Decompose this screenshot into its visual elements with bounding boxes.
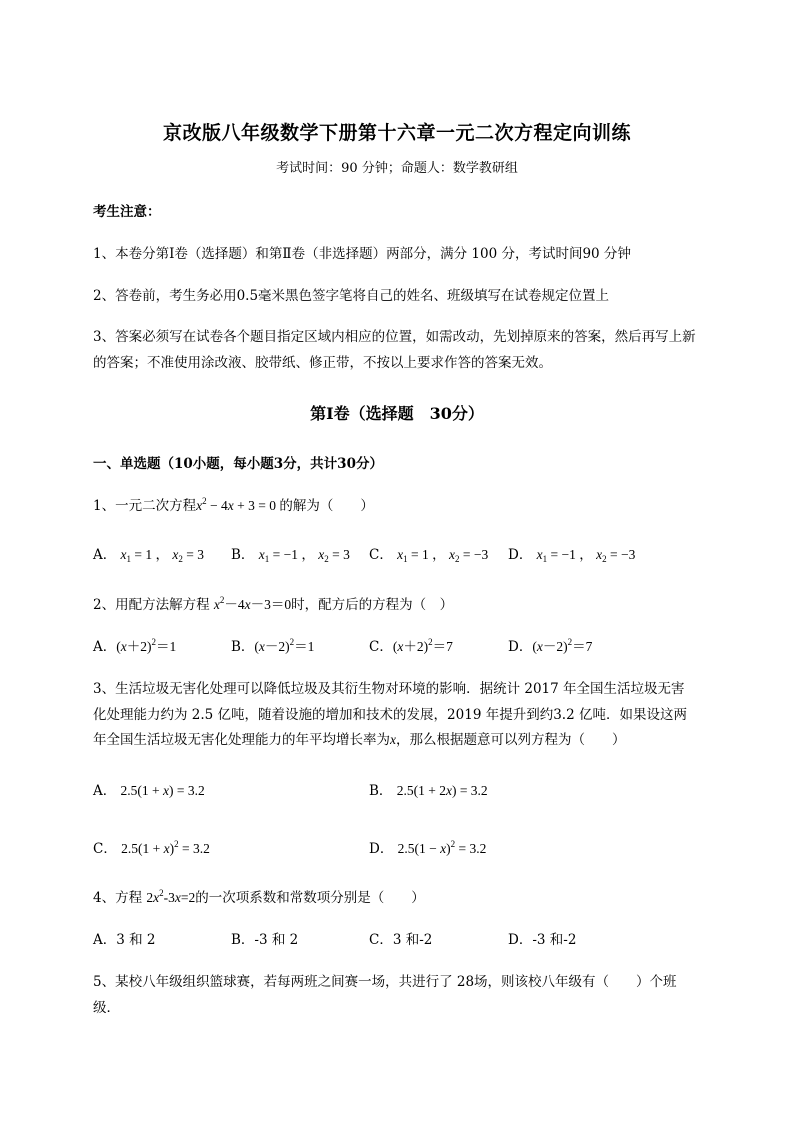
q1-option-b-math: $x_1 = -1$ ， $x_2 = 3$ — [258, 547, 350, 564]
option-label: C． — [369, 639, 393, 655]
q2-option-b[interactable] — [231, 635, 314, 655]
q4-option-a[interactable] — [93, 928, 156, 948]
section-title: 第Ⅰ卷（选择题 30分） — [310, 404, 484, 423]
q2-stem-prefix: 2、用配方法解方程 — [93, 597, 210, 613]
q3-line-3-text: 年全国生活垃圾无害化处理能力的年平均增长率为 — [93, 732, 390, 748]
q5-line-1: 5、某校八年级组织篮球赛，若每两班之间赛一场，共进行了 28场，则该校八年级有（ ）个班 — [93, 974, 677, 990]
question-2 — [93, 593, 453, 613]
q1-stem-suffix: 的解为（ ） — [279, 498, 374, 514]
q3-line-3-suffix: ，那么根据题意可以列方程为（ ） — [396, 732, 626, 748]
q1-equation: $x^2 - 4x + 3 = 0$ — [196, 496, 280, 513]
q4-option-b-text: -3 和 2 — [254, 932, 299, 948]
q3-line-3 — [93, 728, 626, 748]
q1-option-a[interactable] — [93, 543, 204, 564]
notice-item-3-cont: 的答案；不准使用涂改液、胶带纸、修正带，不按以上要求作答的答案无效。 — [93, 355, 552, 371]
q2-option-a-math: $(x+2)^2=1$ — [116, 637, 177, 654]
q4-option-c[interactable] — [369, 928, 432, 948]
q3-line-2: 化处理能力约为 2.5 亿吨，随着设施的增加和技术的发展，2019 年提升到约3.2 亿吨．如果设这两 — [93, 707, 687, 723]
q3-option-d[interactable] — [369, 837, 486, 857]
q2-option-d[interactable] — [508, 635, 592, 655]
q1-option-a-math: $x_1 = 1$ ， $x_2 = 3$ — [120, 547, 205, 564]
option-label: C． — [369, 547, 393, 563]
question-1 — [93, 494, 374, 514]
option-label: A． — [93, 932, 117, 948]
option-label: D． — [508, 547, 533, 563]
q4-option-c-text: 3 和-2 — [392, 932, 433, 948]
option-label: B． — [231, 932, 255, 948]
option-label: D． — [508, 932, 533, 948]
q2-option-b-math: $(x-2)^2=1$ — [254, 637, 315, 654]
q1-option-b[interactable] — [231, 543, 350, 564]
exam-info: 考试时间：90 分钟；命题人：数学教研组 — [276, 161, 518, 176]
q3-option-a-math: 2.5(1 + x) = 3.2 — [120, 783, 205, 798]
q2-option-d-math: $(x-2)^2=7$ — [532, 637, 593, 654]
q3-option-b[interactable] — [369, 779, 488, 799]
option-label: A． — [93, 639, 117, 655]
notice-item-2: 2、答卷前，考生务必用0.5毫米黑色签字笔将自己的姓名、班级填写在试卷规定位置上 — [93, 288, 610, 304]
option-label: C． — [369, 932, 393, 948]
q3-option-a[interactable] — [93, 779, 205, 799]
option-label: A． — [93, 783, 117, 799]
notice-heading: 考生注意： — [93, 204, 161, 220]
q2-option-a[interactable] — [93, 635, 176, 655]
option-label: D． — [508, 639, 533, 655]
option-label: C． — [93, 841, 117, 857]
q3-option-d-math: $2.5(1 - x)^2 = 3.2$ — [397, 839, 487, 856]
option-label: A． — [93, 547, 117, 563]
q1-option-d[interactable] — [508, 543, 635, 564]
q4-equation: $2x^2-3x=2$ — [146, 888, 196, 905]
q3-option-b-math: 2.5(1 + 2x) = 3.2 — [396, 783, 488, 798]
question-4 — [93, 886, 425, 906]
q4-stem-suffix: 的一次项系数和常数项分别是（ ） — [195, 890, 425, 906]
notice-item-3: 3、答案必须写在试卷各个题目指定区域内相应的位置，如需改动，先划掉原来的答案，然后再写上新 — [93, 329, 696, 345]
q2-option-c[interactable] — [369, 635, 453, 655]
q3-option-c-math: $2.5(1 + x)^2 = 3.2$ — [121, 839, 210, 856]
q3-variable: x — [390, 732, 396, 747]
q1-stem-prefix: 1、一元二次方程 — [93, 498, 197, 514]
option-label: D． — [369, 841, 394, 857]
q4-stem-prefix: 4、方程 — [93, 890, 143, 906]
q2-equation: $x^2-4x-3=0$ — [213, 595, 292, 612]
option-label: B． — [369, 783, 393, 799]
option-label: B． — [231, 547, 255, 563]
part-heading: 一、单选题（10小题，每小题3分，共计30分） — [93, 456, 383, 472]
q1-option-c-math: $x_1 = 1$ ， $x_2 = -3$ — [397, 547, 489, 564]
q1-option-d-math: $x_1 = -1$ ， $x_2 = -3$ — [536, 547, 636, 564]
page-title: 京改版八年级数学下册第十六章一元二次方程定向训练 — [162, 122, 631, 144]
q4-option-d-text: -3 和-2 — [532, 932, 577, 948]
q4-option-d[interactable] — [508, 928, 576, 948]
option-label: B． — [231, 639, 255, 655]
q5-line-2: 级． — [93, 1000, 120, 1016]
q2-stem-suffix: 时，配方后的方程为（ ） — [291, 597, 454, 613]
q4-option-b[interactable] — [231, 928, 298, 948]
q3-line-1: 3、生活垃圾无害化处理可以降低垃圾及其衍生物对环境的影响．据统计 2017 年全国生活垃圾无害 — [93, 681, 685, 697]
q1-option-c[interactable] — [369, 543, 488, 564]
q3-option-c[interactable] — [93, 837, 210, 857]
q2-option-c-math: $(x+2)^2=7$ — [392, 637, 453, 654]
q4-option-a-text: 3 和 2 — [116, 932, 156, 948]
notice-item-1: 1、本卷分第Ⅰ卷（选择题）和第Ⅱ卷（非选择题）两部分，满分 100 分，考试时间90 分钟 — [93, 246, 631, 262]
